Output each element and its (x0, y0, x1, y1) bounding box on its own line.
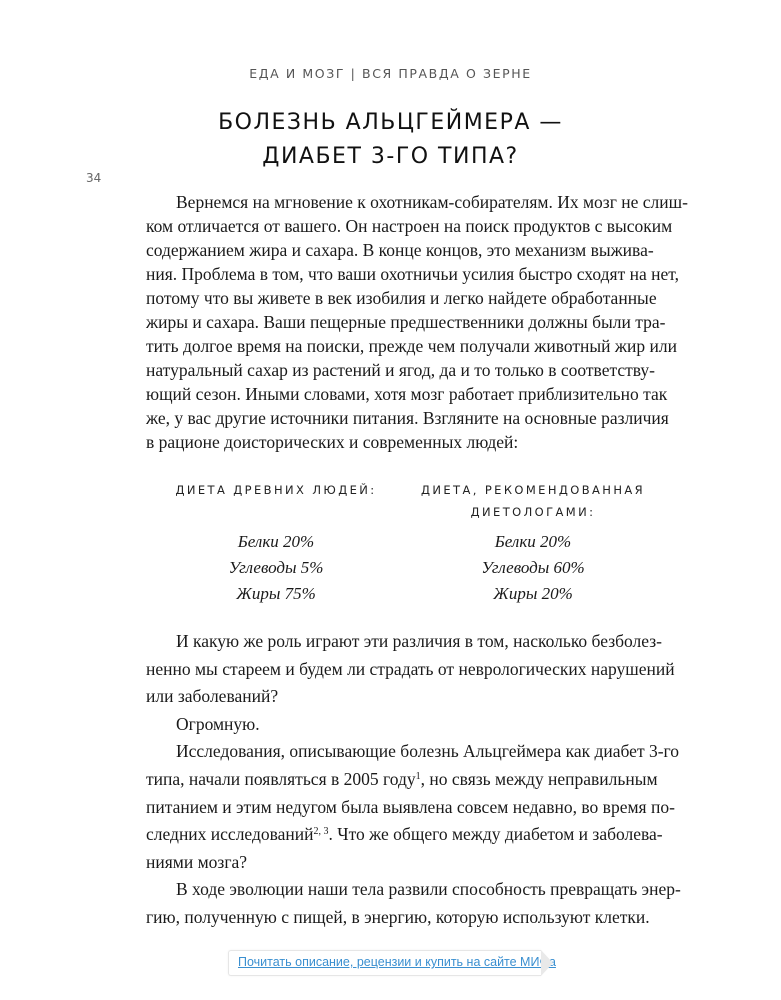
text-segment: типа, начали появляться в 2005 году (146, 768, 416, 789)
diet-item: Жиры 20% (493, 584, 573, 603)
paragraph-intro (146, 190, 688, 454)
page-number: 34 (86, 171, 102, 185)
chapter-title (0, 106, 781, 174)
text-line: в рационе доисторических и современных людей: (146, 432, 519, 452)
text-line: или заболеваний? (146, 686, 279, 707)
diet-ancient (146, 479, 406, 607)
text-line: И какую же роль играют эти различия в том, насколько безболез- (176, 631, 663, 651)
diet-ancient-header: ДИЕТА ДРЕВНИХ ЛЮДЕЙ: (175, 483, 377, 497)
footnote-ref: 1 (415, 770, 421, 782)
text-line: тить долгое время на поиски, прежде чем получали животный жир или (146, 336, 677, 356)
text-line: Исследования, описывающие болезнь Альцгеймера как диабет 3-го (176, 741, 680, 762)
text-line: В ходе эволюции наши тела развили способность превращать энер- (176, 879, 681, 900)
diet-recommended-header: ДИЕТА, РЕКОМЕНДОВАННАЯ ДИЕТОЛОГАМИ: (420, 483, 646, 519)
text-line: потому что вы живете в век изобилия и легко найдете обработанные (146, 288, 657, 308)
text-line: же, у вас другие источники питания. Взгляните на основные различия (146, 408, 669, 428)
text-segment: следних исследований (146, 824, 314, 845)
text-line: гию, полученную с пищей, в энергию, которую используют клетки. (146, 906, 650, 927)
text-line: Огромную. (176, 713, 260, 734)
paragraph-body (146, 628, 681, 932)
text-line: ненно мы стареем и будем ли страдать от неврологических нарушений (146, 658, 675, 679)
text-line: ния. Проблема в том, что ваши охотничьи усилия быстро сходят на нет, (146, 264, 679, 284)
diet-recommended (403, 479, 663, 607)
diet-item: Жиры 75% (236, 584, 316, 603)
footnote-ref: 2, 3 (313, 826, 329, 838)
text-line (146, 821, 663, 849)
title-line-2: ДИАБЕТ 3-ГО ТИПА? (262, 144, 519, 169)
text-line: натуральный сахар из растений и ягод, да и то только в соответству- (146, 360, 655, 380)
running-header: ЕДА И МОЗГ | ВСЯ ПРАВДА О ЗЕРНЕ (249, 66, 532, 81)
text-line: питанием и этим недугом была выявлена совсем недавно, во время по- (146, 796, 675, 817)
title-line-1: БОЛЕЗНЬ АЛЬЦГЕЙМЕРА — (218, 110, 563, 135)
text-line: ющий сезон. Иными словами, хотя мозг работает приблизительно так (146, 384, 668, 404)
text-line: Вернемся на мгновение к охотникам-собирателям. Их мозг не слиш- (176, 192, 688, 212)
footer-link-box[interactable] (228, 950, 556, 976)
diet-item: Углеводы 60% (481, 558, 585, 577)
text-line (146, 766, 658, 794)
text-segment: . Что же общего между диабетом и заболева- (328, 824, 663, 845)
diet-item: Белки 20% (494, 532, 572, 551)
buy-book-link[interactable]: Почитать описание, рецензии и купить на сайте МИФа (238, 955, 556, 969)
text-line: содержанием жира и сахара. В конце концов, это механизм выжива- (146, 240, 654, 260)
diet-item: Углеводы 5% (228, 558, 324, 577)
text-line: ком отличается от вашего. Он настроен на поиск продуктов с высоким (146, 216, 673, 236)
text-segment: , но связь между неправильным (420, 768, 658, 789)
diet-item: Белки 20% (237, 532, 315, 551)
text-line: жиры и сахара. Ваши пещерные предшественники должны были тра- (146, 312, 666, 332)
text-line: ниями мозга? (146, 851, 248, 872)
